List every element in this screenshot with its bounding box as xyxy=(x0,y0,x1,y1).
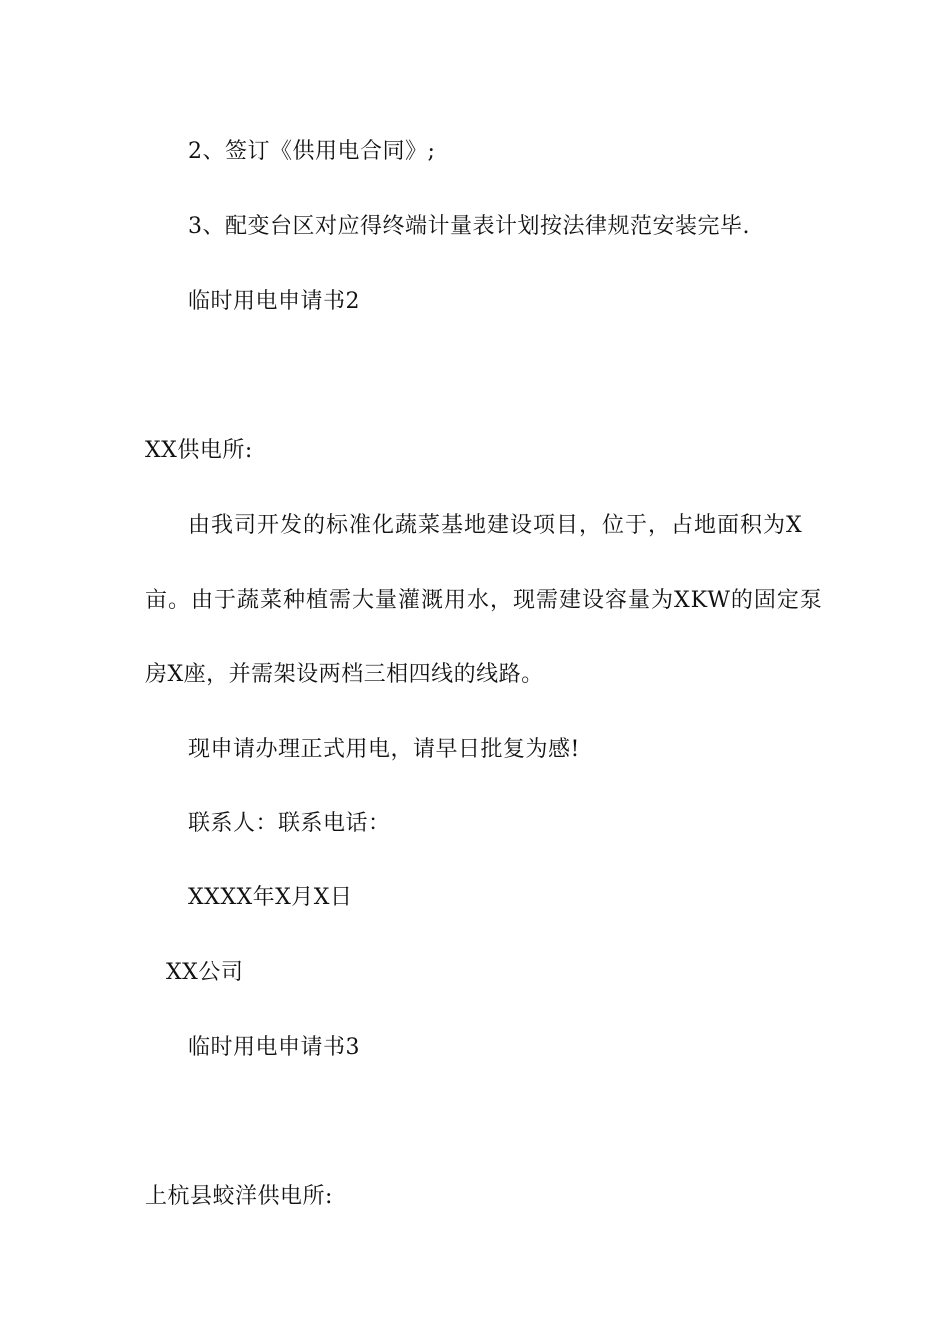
date-line: XXXX年X月X日 xyxy=(188,885,353,910)
request-sentence: 现申请办理正式用电，请早日批复为感! xyxy=(188,737,580,762)
company-signature: XX公司 xyxy=(166,960,244,985)
salutation-xx-power-station: XX供电所: xyxy=(145,438,253,463)
paragraph-line-3: 房X座，并需架设两档三相四线的线路。 xyxy=(145,662,544,687)
section-title-application-2: 临时用电申请书2 xyxy=(188,289,360,314)
salutation-jiaoyang-power-station: 上杭县蛟洋供电所: xyxy=(145,1184,333,1209)
paragraph-line-2: 亩。由于蔬菜种植需大量灌溉用水，现需建设容量为XKW的固定泵 xyxy=(145,588,823,613)
list-item-2-sign-contract: 2、签订《供用电合同》; xyxy=(188,139,436,164)
paragraph-line-1: 由我司开发的标准化蔬菜基地建设项目，位于，占地面积为X xyxy=(188,513,803,538)
section-title-application-3: 临时用电申请书3 xyxy=(188,1035,360,1060)
list-item-3-meter-installation: 3、配变台区对应得终端计量表计划按法律规范安装完毕. xyxy=(188,214,750,239)
contact-line: 联系人：联系电话： xyxy=(188,811,391,836)
